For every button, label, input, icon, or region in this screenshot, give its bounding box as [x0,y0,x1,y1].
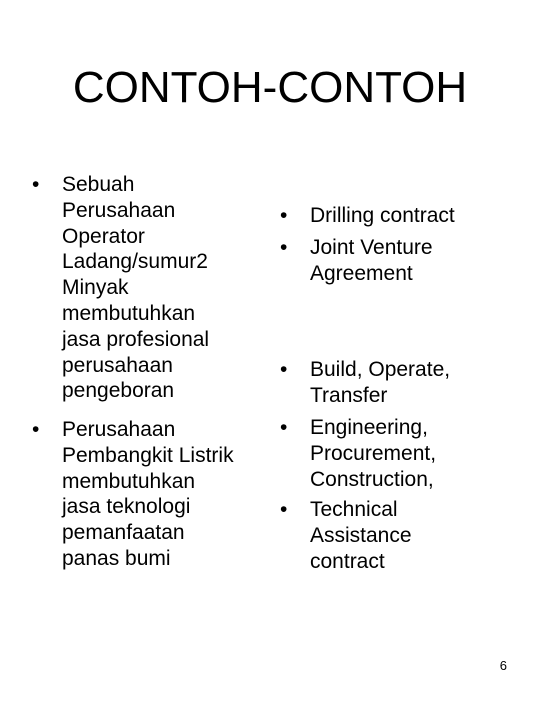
right-bullet-item-technical-assistance [280,497,520,574]
bullet-text: Joint Venture Agreement [310,236,433,285]
right-bullet-item-joint-venture [280,235,520,287]
left-bullet-item-operator [32,172,282,404]
bullet-text: Drilling contract [310,204,455,227]
left-bullet-item-power-plant [32,417,282,572]
bullet-icon: • [32,418,40,441]
bullet-text: Perusahaan Pembangkit Listrik membutuhkan jasa teknologi pemanfaatan panas bumi [62,418,234,570]
bullet-icon: • [280,358,288,381]
bullet-text: Build, Operate, Transfer [310,358,451,407]
right-bullet-item-bot [280,357,520,409]
right-bullet-item-drilling [280,203,520,229]
bullet-icon: • [280,498,288,521]
bullet-icon: • [32,173,40,196]
page-number: 6 [499,658,507,673]
slide-title: CONTOH-CONTOH [72,63,468,112]
bullet-icon: • [280,236,288,259]
bullet-text: Technical Assistance contract [310,498,412,573]
bullet-icon: • [280,204,288,227]
bullet-text: Sebuah Perusahaan Operator Ladang/sumur2 Minyak membutuhkan jasa profesional perusahaan pengeboran [62,173,210,403]
bullet-text: Engineering, Procurement, Construction, [310,416,437,491]
right-bullet-item-epc [280,415,520,492]
bullet-icon: • [280,416,288,439]
